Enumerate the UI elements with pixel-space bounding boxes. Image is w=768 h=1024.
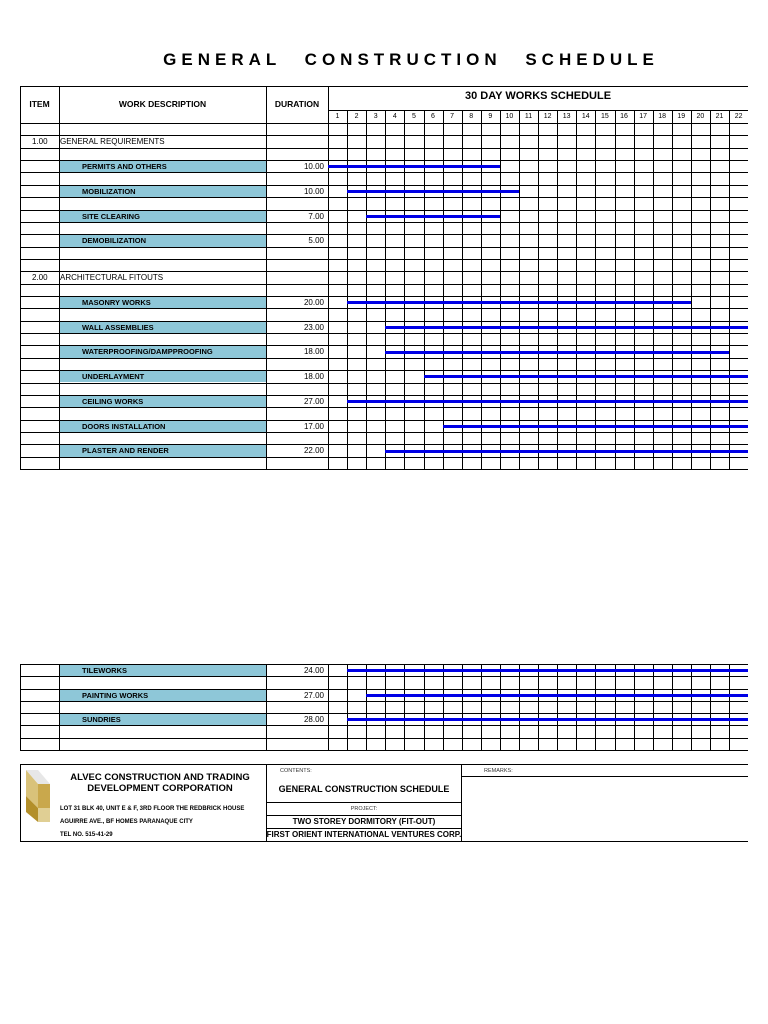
- day-number-17: 17: [639, 113, 647, 120]
- task-name: UNDERLAYMENT: [82, 372, 145, 382]
- gantt-bar: [328, 165, 500, 168]
- task-duration: 17.00: [303, 421, 324, 431]
- company-address-line2: AGUIRRE AVE., BF HOMES PARANAQUE CITY: [60, 819, 193, 825]
- gantt-bar: [347, 669, 748, 672]
- gantt-bar: [424, 375, 749, 378]
- section-item-number: 2.00: [32, 273, 48, 283]
- task-duration: 18.00: [303, 347, 324, 357]
- company-name: ALVEC CONSTRUCTION AND TRADING DEVELOPMENT CORPORATION: [70, 772, 250, 794]
- day-number-6: 6: [431, 113, 435, 120]
- schedule-title: 30 DAY WORKS SCHEDULE: [464, 90, 612, 102]
- day-number-7: 7: [450, 113, 455, 120]
- task-name: SITE CLEARING: [82, 211, 140, 221]
- task-duration: 24.00: [303, 666, 324, 675]
- day-number-9: 9: [488, 113, 493, 120]
- task-name: CEILING WORKS: [82, 396, 144, 406]
- project-value: TWO STOREY DORMITORY (FIT-OUT): [292, 817, 436, 826]
- remarks-label: REMARKS:: [484, 768, 513, 774]
- gantt-bar: [347, 190, 519, 193]
- header-work-description: WORK DESCRIPTION: [118, 99, 207, 109]
- day-number-10: 10: [505, 113, 514, 120]
- gantt-bar: [366, 215, 500, 218]
- day-number-13: 13: [562, 113, 571, 120]
- company-telephone: TEL NO. 515-41-29: [60, 832, 113, 838]
- day-number-21: 21: [715, 113, 724, 120]
- header-item: ITEM: [29, 99, 50, 109]
- project-label: PROJECT:: [350, 806, 378, 812]
- day-number-15: 15: [600, 113, 609, 120]
- day-number-2: 2: [354, 113, 359, 120]
- section-title: ARCHITECTURAL FITOUTS: [60, 273, 164, 283]
- gantt-bar: [443, 425, 748, 428]
- day-number-3: 3: [373, 113, 378, 120]
- gantt-bar: [347, 400, 748, 403]
- day-number-14: 14: [581, 113, 590, 120]
- task-name: SUNDRIES: [82, 715, 121, 725]
- day-number-11: 11: [524, 113, 533, 120]
- client-name: FIRST ORIENT INTERNATIONAL VENTURES CORP.: [266, 830, 462, 839]
- task-name: TILEWORKS: [82, 666, 127, 675]
- day-number-22: 22: [734, 113, 743, 120]
- task-name: PLASTER AND RENDER: [82, 446, 169, 456]
- day-number-18: 18: [658, 113, 667, 120]
- task-duration: 10.00: [303, 162, 324, 172]
- document-title: GENERAL CONSTRUCTION SCHEDULE: [163, 50, 659, 69]
- company-logo-icon: [22, 768, 54, 824]
- gantt-bar: [347, 301, 691, 304]
- day-number-12: 12: [543, 113, 552, 120]
- gantt-bar: [385, 450, 748, 453]
- task-name: DEMOBILIZATION: [82, 236, 147, 246]
- task-name: PAINTING WORKS: [82, 690, 149, 700]
- gantt-bar: [347, 718, 748, 721]
- task-name: WALL ASSEMBLIES: [82, 322, 154, 332]
- task-duration: 27.00: [303, 690, 324, 700]
- task-duration: 22.00: [303, 446, 324, 456]
- task-name: MOBILIZATION: [82, 186, 136, 196]
- section-item-number: 1.00: [32, 137, 48, 147]
- contents-value: GENERAL CONSTRUCTION SCHEDULE: [278, 784, 450, 794]
- task-duration: 27.00: [303, 396, 324, 406]
- header-duration: DURATION: [274, 99, 320, 109]
- task-name: PERMITS AND OTHERS: [82, 162, 167, 172]
- task-name: MASONRY WORKS: [82, 298, 151, 307]
- task-duration: 23.00: [303, 322, 324, 332]
- day-number-19: 19: [677, 113, 686, 120]
- task-duration: 18.00: [303, 372, 324, 382]
- gantt-bar: [385, 351, 729, 354]
- task-duration: 5.00: [308, 236, 324, 246]
- company-address-line1: LOT 31 BLK 40, UNIT E & F, 3RD FLOOR THE REDBRICK HOUSE: [60, 806, 245, 812]
- day-number-5: 5: [411, 113, 416, 120]
- task-duration: 28.00: [303, 715, 324, 725]
- task-duration: 7.00: [308, 211, 324, 221]
- day-number-8: 8: [469, 113, 474, 120]
- gantt-bar: [385, 326, 748, 329]
- day-number-4: 4: [392, 113, 397, 120]
- gantt-bar: [366, 694, 748, 697]
- task-name: WATERPROOFING/DAMPPROOFING: [82, 347, 213, 357]
- section-title: GENERAL REQUIREMENTS: [60, 137, 165, 147]
- task-duration: 20.00: [303, 298, 324, 307]
- contents-label: CONTENTS:: [280, 768, 312, 774]
- task-name: DOORS INSTALLATION: [82, 421, 166, 431]
- day-number-20: 20: [696, 113, 705, 120]
- day-number-1: 1: [335, 113, 340, 120]
- day-number-16: 16: [620, 113, 628, 120]
- task-duration: 10.00: [303, 186, 324, 196]
